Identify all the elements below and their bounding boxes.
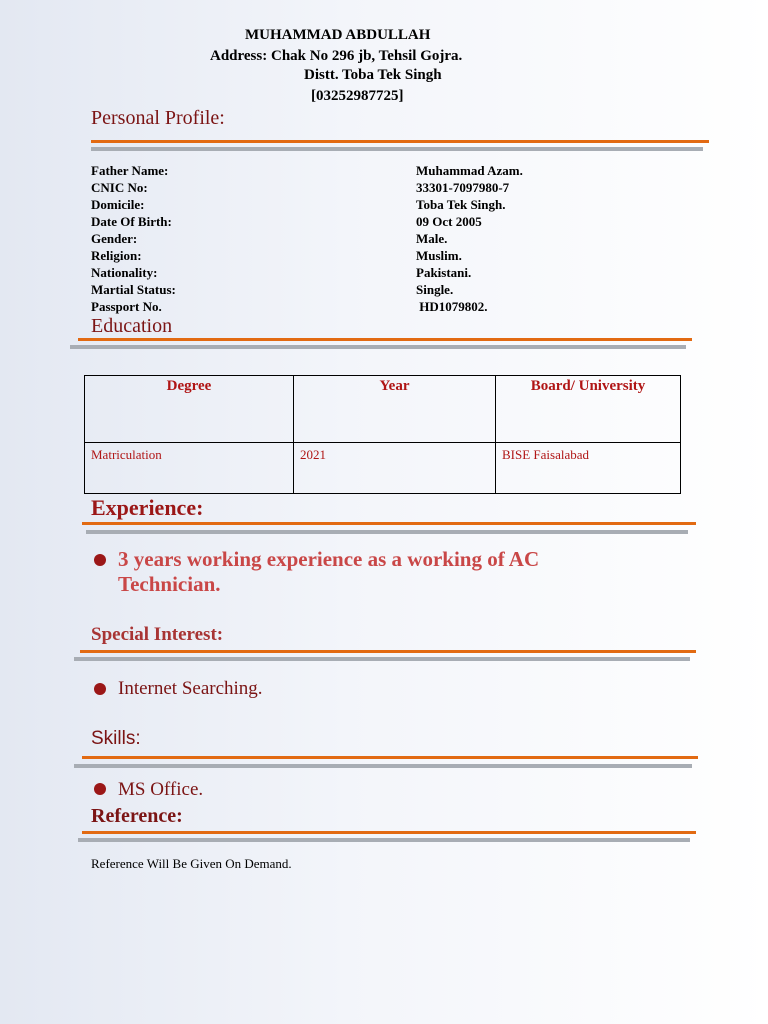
column-header-degree: Degree (85, 376, 294, 443)
divider-gray (74, 657, 690, 661)
phone-number: [03252987725] (311, 88, 404, 104)
experience-item: 3 years working experience as a working of AC Technician. (118, 547, 540, 596)
divider-gray (78, 838, 690, 842)
special-interest-item: Internet Searching. (118, 678, 263, 699)
experience-heading: Experience: (91, 495, 204, 520)
personal-profile-heading: Personal Profile: (91, 107, 225, 129)
divider-gray (74, 764, 692, 768)
profile-value: Toba Tek Singh. (416, 197, 506, 212)
candidate-name: MUHAMMAD ABDULLAH (245, 27, 431, 43)
table-row (85, 443, 681, 494)
bullet-icon (94, 783, 106, 795)
bullet-icon (94, 554, 106, 566)
profile-value: Muslim. (416, 248, 462, 263)
divider-gray (91, 147, 703, 151)
table-header-row (85, 376, 681, 443)
profile-label: Date Of Birth: (91, 214, 172, 229)
divider-orange (91, 140, 709, 143)
profile-label: Religion: (91, 248, 142, 263)
column-header-year: Year (294, 376, 496, 443)
reference-heading: Reference: (91, 805, 183, 827)
profile-value: HD1079802. (416, 299, 488, 314)
divider-gray (86, 530, 688, 534)
bullet-icon (94, 683, 106, 695)
address-line-1: Address: Chak No 296 jb, Tehsil Gojra. (210, 48, 463, 64)
divider-orange (80, 650, 696, 653)
profile-value: Single. (416, 282, 454, 297)
profile-label: CNIC No: (91, 180, 148, 195)
education-heading: Education (91, 315, 173, 337)
reference-text: Reference Will Be Given On Demand. (91, 856, 292, 871)
table-cell-degree: Matriculation (85, 443, 294, 494)
profile-labels (91, 162, 176, 315)
profile-value: Muhammad Azam. (416, 163, 523, 178)
education-table (84, 375, 681, 494)
skills-item: MS Office. (118, 779, 204, 800)
profile-label: Nationality: (91, 265, 158, 280)
profile-label: Passport No. (91, 299, 162, 314)
profile-label: Gender: (91, 231, 138, 246)
profile-value: Male. (416, 231, 448, 246)
profile-values (416, 162, 523, 315)
skills-heading: Skills: (91, 728, 141, 749)
profile-value: 33301-7097980-7 (416, 180, 510, 195)
profile-label: Father Name: (91, 163, 169, 178)
divider-orange (82, 756, 698, 759)
profile-value: 09 Oct 2005 (416, 214, 482, 229)
address-line-2: Distt. Toba Tek Singh (304, 67, 442, 83)
profile-value: Pakistani. (416, 265, 472, 280)
table-cell-year: 2021 (294, 443, 496, 494)
profile-label: Martial Status: (91, 282, 176, 297)
column-header-board: Board/ University (496, 376, 681, 443)
divider-orange (78, 338, 692, 341)
table-cell-board: BISE Faisalabad (496, 443, 681, 494)
divider-gray (70, 345, 686, 349)
profile-label: Domicile: (91, 197, 145, 212)
special-interest-heading: Special Interest: (91, 624, 224, 645)
divider-orange (82, 522, 696, 525)
divider-orange (82, 831, 696, 834)
